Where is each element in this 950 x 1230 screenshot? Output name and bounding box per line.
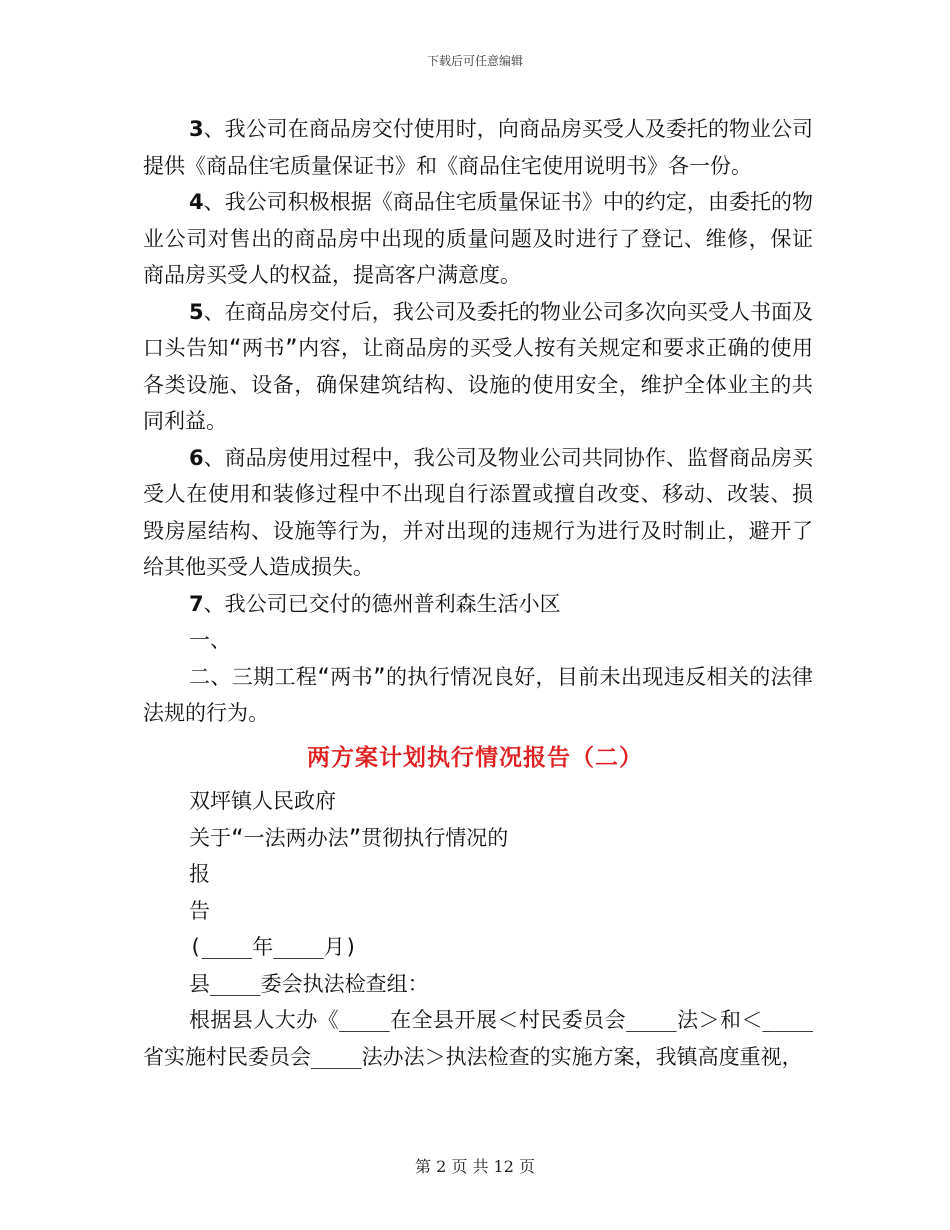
paragraph-text: 、我公司已交付的德州普利森生活小区 bbox=[203, 591, 561, 616]
page-footer: 第 2 页 共 12 页 bbox=[415, 1157, 535, 1176]
paragraph-7 bbox=[143, 586, 813, 623]
paragraph-text: 、我公司在商品房交付使用时，向商品房买受人及委托的物业公司提供《商品住宅质量保证书》和《商品住宅使用说明书》各一份。 bbox=[143, 117, 813, 178]
paragraph-text: 、在商品房交付后，我公司及委托的物业公司多次向买受人书面及口头告知“两书”内容，让商品房的买受人按有关规定和要求正确的使用各类设施、设备，确保建筑结构、设施的使用安全，维护全体业主的共同利益。 bbox=[143, 299, 813, 433]
section-one bbox=[143, 111, 813, 732]
paragraph-body: 根据县人大办《____在全县开展＜村民委员会____法＞和＜____省实施村民委员会____法办法＞执法检查的实施方案，我镇高度重视， bbox=[143, 1008, 813, 1069]
line-bao: 报 bbox=[189, 862, 210, 886]
line-date: (____年____月) bbox=[189, 935, 358, 959]
paragraph-8: 一、 bbox=[189, 628, 231, 652]
line-gao: 告 bbox=[189, 898, 210, 923]
page-header: 下载后可任意编辑 bbox=[426, 54, 523, 68]
item-number: 3 bbox=[189, 117, 204, 141]
line-subject: 关于“一法两办法”贯彻执行情况的 bbox=[189, 825, 509, 850]
paragraph-3 bbox=[143, 111, 813, 184]
paragraph-text: 、商品房使用过程中，我公司及物业公司共同协作、监督商品房买受人在使用和装修过程中不出现自行添置或擅自改变、移动、改装、损毁房屋结构、设施等行为，并对出现的违规行为进行及时制止，避开了给其他买受人造成损失。 bbox=[143, 445, 813, 579]
paragraph-5 bbox=[143, 294, 813, 440]
section-two bbox=[143, 783, 813, 1075]
item-number: 6 bbox=[189, 445, 204, 470]
paragraph-9: 二、三期工程“两书”的执行情况良好，目前未出现违反相关的法律法规的行为。 bbox=[143, 664, 813, 725]
report-title: 两方案计划执行情况报告（二） bbox=[307, 745, 643, 771]
item-number: 5 bbox=[189, 299, 204, 324]
paragraph-text: 、我公司积极根据《商品住宅质量保证书》中的约定，由委托的物业公司对售出的商品房中出现的质量问题及时进行了登记、维修，保证商品房买受人的权益，提高客户满意度。 bbox=[143, 190, 813, 287]
line-addressee: 县____委会执法检查组： bbox=[189, 971, 429, 996]
paragraph-4 bbox=[143, 184, 813, 294]
line-government: 双坪镇人民政府 bbox=[189, 789, 336, 813]
item-number: 4 bbox=[189, 190, 204, 214]
item-number: 7 bbox=[189, 591, 204, 616]
paragraph-6 bbox=[143, 440, 813, 586]
